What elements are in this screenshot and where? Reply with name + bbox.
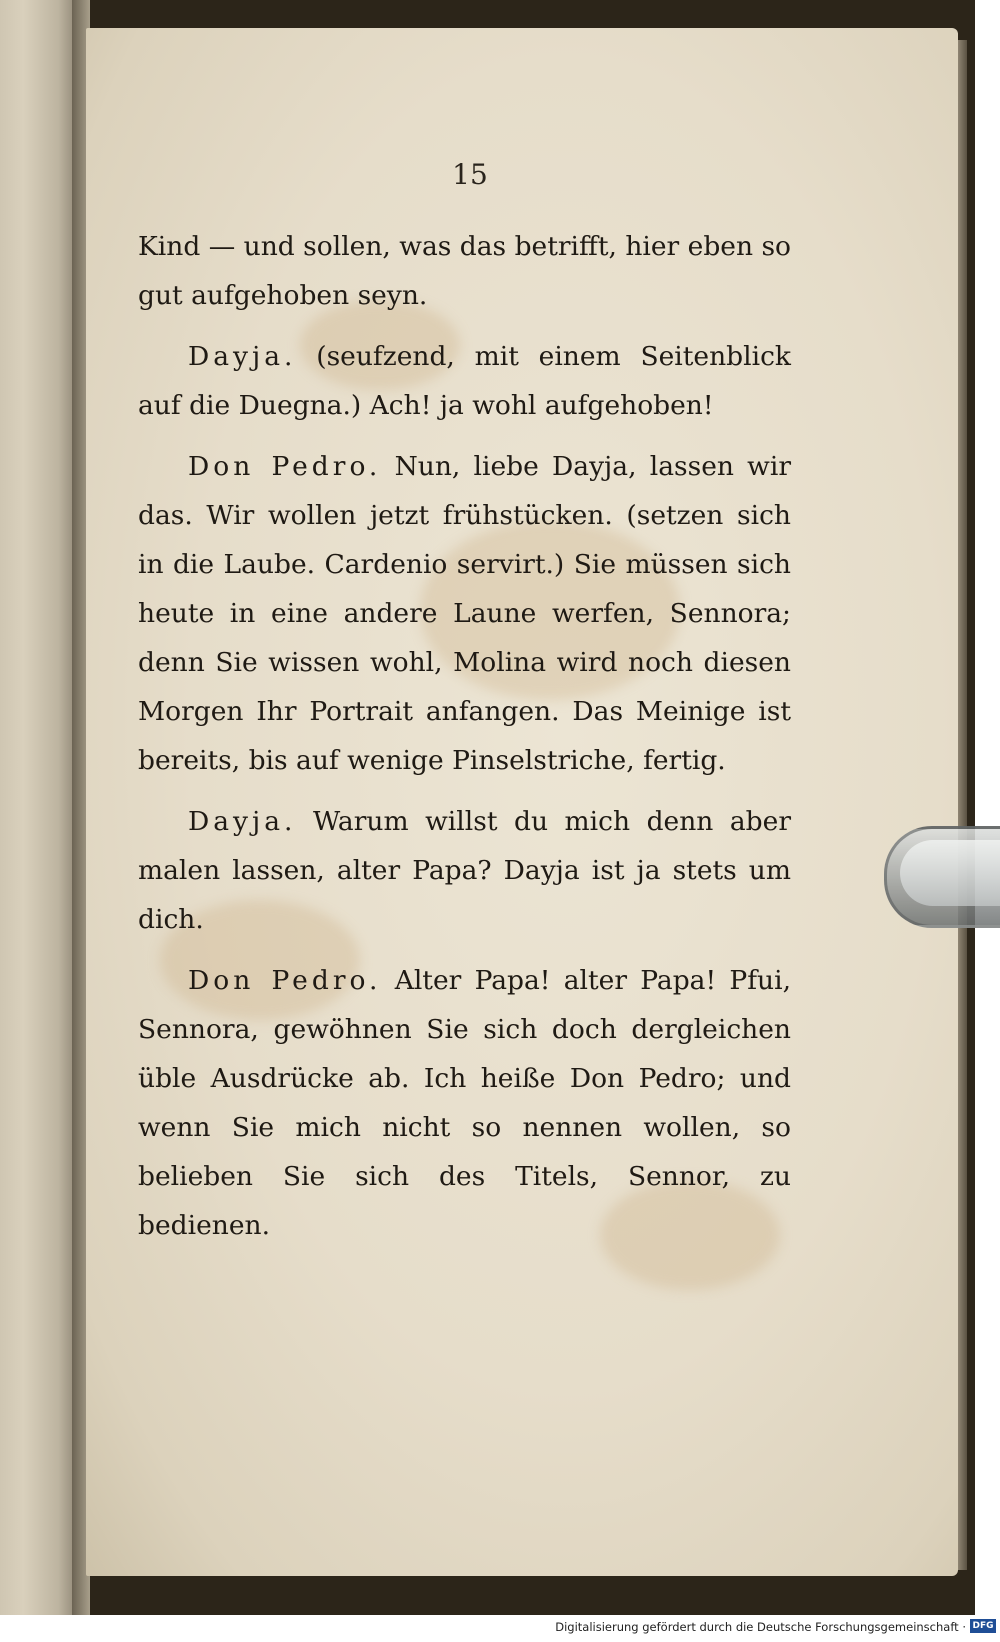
dfg-logo-icon: DFG xyxy=(970,1619,996,1633)
paragraph-4 xyxy=(138,797,791,944)
paragraph-2 xyxy=(138,332,791,430)
page-clip-highlight xyxy=(900,840,1000,906)
paragraph-text: Alter Papa! alter Papa! Pfui, Sennora, gewöhnen Sie sich doch dergleichen üble Ausdrücke ab. Ich heiße Don Pedro; und wenn Sie mich nicht so nennen wollen, so belieben Sie sich des Titels, Sennor, zu bedienen. xyxy=(138,965,792,1241)
speaker-name: Dayja. xyxy=(188,806,297,837)
paragraph-5 xyxy=(138,956,791,1250)
speaker-name: Dayja. xyxy=(188,341,297,372)
speaker-name: Don Pedro. xyxy=(188,451,382,482)
funding-note: Digitalisierung gefördert durch die Deutsche Forschungsgemeinschaft · xyxy=(555,1620,966,1634)
paragraph-text: Nun, liebe Dayja, lassen wir das. Wir wollen jetzt frühstücken. (setzen sich in die Laube. Cardenio servirt.) Sie müssen sich heute in eine andere Laune werfen, Sennora; denn Sie wissen wohl, Molina wird noch diesen Morgen Ihr Portrait anfangen. Das Meinige ist bereits, bis auf wenige Pinselstriche, fertig. xyxy=(138,451,791,776)
previous-page-edge xyxy=(0,0,78,1615)
speaker-name: Don Pedro. xyxy=(188,965,382,996)
page-number: 15 xyxy=(452,158,488,191)
paragraph-text: Warum willst du mich denn aber malen lassen, alter Papa? Dayja ist ja stets um dich. xyxy=(138,806,791,935)
paragraph-text: Kind — und sollen, was das betrifft, hier eben so gut aufgehoben seyn. xyxy=(138,231,792,311)
paragraph-1 xyxy=(138,222,791,320)
paragraph-3 xyxy=(138,442,791,785)
page-text xyxy=(138,222,791,1262)
paragraph-text: (seufzend, mit einem Seitenblick auf die Duegna.) Ach! ja wohl aufgehoben! xyxy=(138,341,791,421)
